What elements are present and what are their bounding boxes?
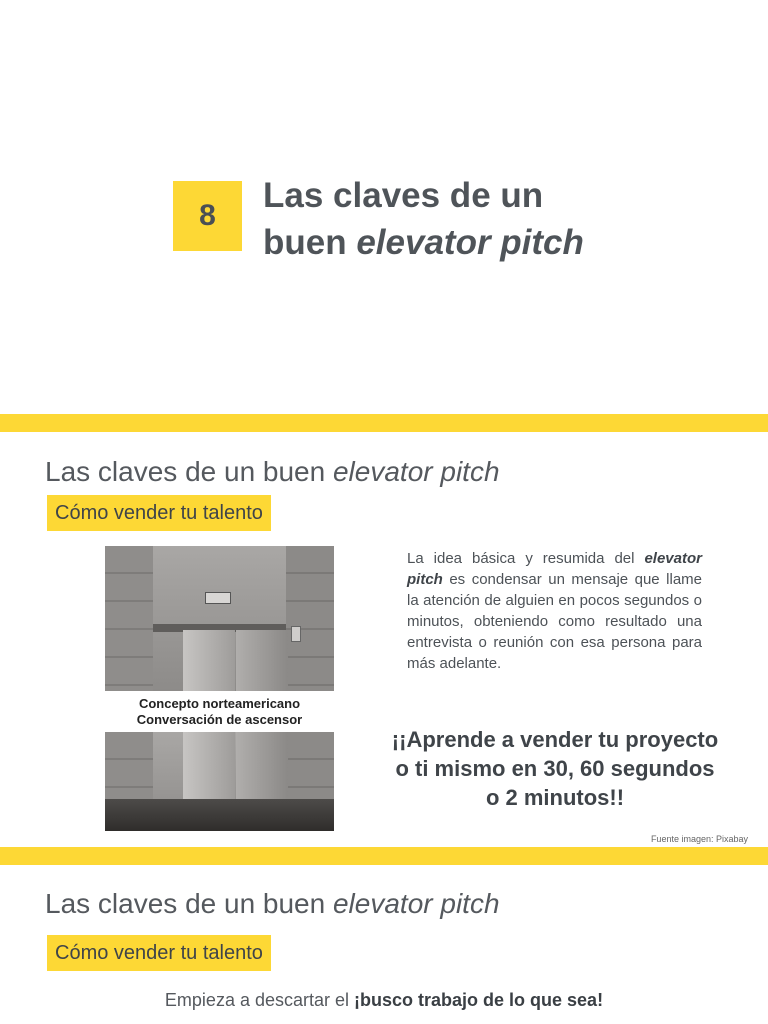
paragraph-post: es condensar un mensaje que llame la atención de alguien en pocos segundos o minutos, obteniendo como resultado una entrevista o reunión con esa persona para más adelante.: [407, 571, 702, 672]
paragraph-bold: elevator pitch: [407, 550, 702, 588]
slide-title-plain: Las claves de un buen: [45, 456, 333, 487]
call-to-action: ¡¡Aprende a vender tu proyecto o ti mismo en 30, 60 segundos o 2 minutos!!: [391, 727, 719, 810]
section-title-italic: elevator pitch: [356, 223, 584, 262]
call-button-icon: [291, 626, 301, 642]
slide-title-italic: elevator pitch: [332, 456, 500, 487]
description-paragraph: [407, 548, 702, 674]
slide3-text-line: [0, 990, 768, 1011]
slide3-title-plain: Las claves de un buen: [45, 888, 333, 919]
elevator-photo-bottom: [105, 732, 334, 831]
section-title-line1: Las claves de un: [263, 176, 544, 215]
subtitle-tag: Cómo vender tu talento: [47, 495, 271, 531]
slide3-line-bold: ¡busco trabajo de lo que sea!: [354, 990, 604, 1010]
slide-divider-band: [0, 414, 768, 432]
caption-line1: Concepto norteamericano: [138, 696, 301, 711]
image-source: Fuente imagen: Pixabay: [650, 834, 748, 844]
slide-title: [45, 456, 500, 488]
slide-number-badge: [173, 181, 242, 251]
floor-indicator-icon: [205, 592, 231, 604]
paragraph-pre: La idea básica y resumida del: [407, 550, 645, 567]
slide-number: 8: [199, 199, 216, 232]
section-title: [263, 172, 683, 266]
slide-divider-band-2: [0, 847, 768, 865]
slide3-title-italic: elevator pitch: [332, 888, 500, 919]
slide3-line-plain: Empieza a descartar el: [164, 990, 355, 1010]
elevator-photo-top: [105, 546, 334, 691]
photo-caption: [105, 696, 334, 728]
subtitle-tag-3: Cómo vender tu talento: [47, 935, 271, 971]
caption-line2: Conversación de ascensor: [136, 712, 303, 727]
section-title-plain: buen: [263, 223, 357, 262]
slide-title-3: [45, 888, 500, 920]
section-title-line2: [263, 219, 683, 266]
